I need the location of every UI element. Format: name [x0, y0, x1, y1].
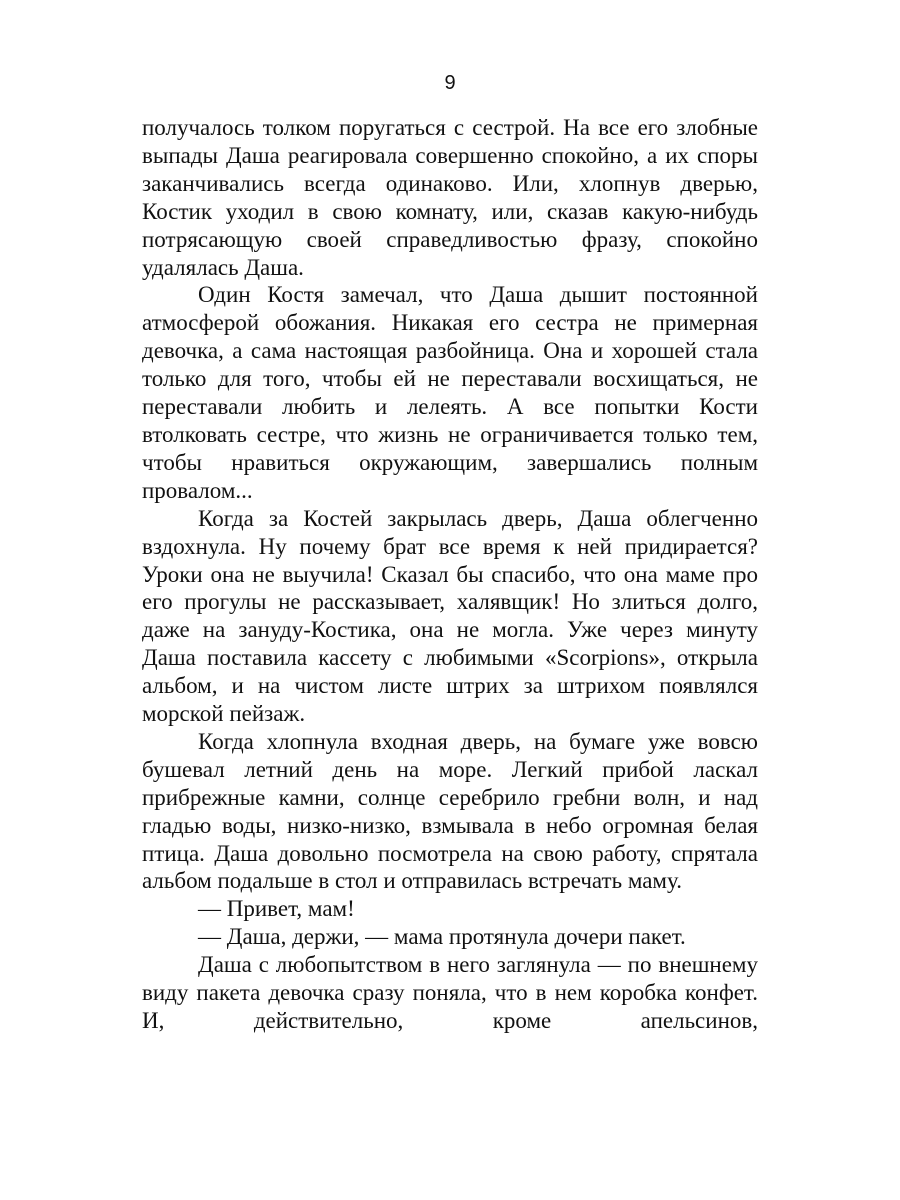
page-number: 9: [444, 72, 456, 94]
dialogue-line: — Даша, держи, — мама протянула дочери пакет.: [198, 924, 686, 950]
paragraph: Один Костя замечал, что Даша дышит постоянной атмосферой обожания. Никакая его сестра не примерная девочка, а сама настоящая разбойница. Она и хорошей стала только для того, чтобы ей не переставали восхищаться, не переставали любить и лелеять. А все попытки Кости втолковать сестре, что жизнь не ограничивается только тем, чтобы нравиться окружающим, завершались полным провалом...: [142, 282, 758, 503]
dialogue-line: — Привет, мам!: [198, 896, 355, 922]
paragraph: Когда за Костей закрылась дверь, Даша облегченно вздохнула. Ну почему брат все время к ней придирается? Уроки она не выучила! Сказал бы спасибо, что она маме про его прогулы не рассказывает, халявщик! Но злиться долго, даже на зануду-Костика, она не могла. Уже через минуту Даша поставила кассету с любимыми «Scorpions», открыла альбом, и на чистом листе штрих за штрихом появлялся морской пейзаж.: [142, 505, 758, 727]
paragraph: Когда хлопнула входная дверь, на бумаге уже вовсю бушевал летний день на море. Легкий прибой ласкал прибрежные камни, солнце серебрило гребни волн, и над гладью воды, низко-низко, взмывала в небо огромная белая птица. Даша довольно посмотрела на свою работу, спрятала альбом подальше в стол и отправилась встречать маму.: [142, 728, 758, 894]
body-text: [142, 114, 758, 1035]
paragraph: получалось толком поругаться с сестрой. На все его злобные выпады Даша реагировала совершенно спокойно, а их споры заканчивались всегда одинаково. Или, хлопнув дверью, Костик уходил в свою комнату, или, сказав какую-нибудь потрясающую своей справедливостью фразу, спокойно удалялась Даша.: [142, 115, 758, 280]
paragraph: Даша с любопытством в него заглянула — по внешнему виду пакета девочка сразу поняла, что в нем коробка конфет. И, действительно, кроме апельсинов,: [142, 952, 758, 1033]
